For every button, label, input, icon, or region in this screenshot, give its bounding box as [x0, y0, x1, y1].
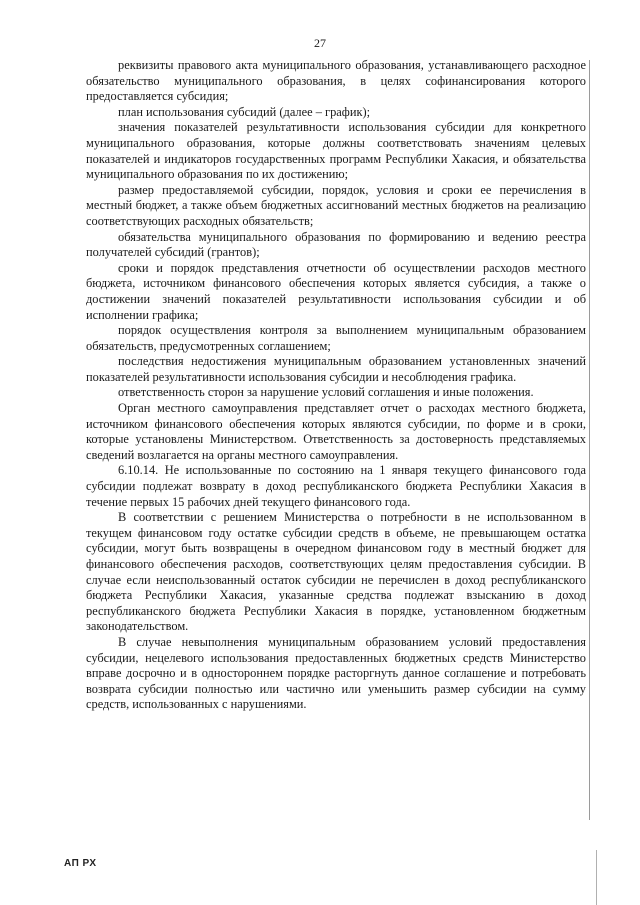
paragraph: размер предоставляемой субсидии, порядок, условия и сроки ее перечисления в местный бюджет, а также объем бюджетных ассигнований местных бюджетов на реализацию соответствующих расходных обязательств;: [86, 182, 586, 228]
paragraph: Орган местного самоуправления представляет отчет о расходах местного бюджета, источником финансового обеспечения которых являются субсидии, по форме и в сроки, которые установлены Министерством. Ответственность за достоверность представляемых сведений возлагается на органы местного самоуправления.: [86, 401, 586, 462]
document-body: [86, 58, 586, 713]
footer-stamp: АП РХ: [64, 858, 97, 869]
paragraph: сроки и порядок представления отчетности об осуществлении расходов местного бюджета, источником финансового обеспечения которых является субсидия, а также о достижении значений показателей результативности использования субсидии и об исполнении графика;: [86, 260, 586, 322]
page-number: 27: [314, 36, 326, 50]
paragraph: 6.10.14. Не использованные по состоянию на 1 января текущего финансового года субсидии подлежат возврату в доход республиканского бюджета Республики Хакасия в течение первых 15 рабочих дней текущего финансового года.: [86, 463, 586, 509]
paragraph: последствия недостижения муниципальным образованием установленных значений показателей результативности использования субсидии и несоблюдения графика.: [86, 354, 586, 384]
paragraph: В соответствии с решением Министерства о потребности в не использованном в текущем финансовом году остатке субсидии средств в объеме, не превышающем остатка субсидии, могут быть возвращены в очередном финансовом году в местный бюджет для финансового обеспечения расходов, соответствующих целям предоставления субсидии. В случае если неиспользованный остаток субсидии не перечислен в доход республиканского бюджета Республики Хакасия, указанные средства подлежат взысканию в доход республиканского бюджета Республики Хакасия в порядке, установленном бюджетным законодательством.: [86, 510, 586, 634]
paragraph: план использования субсидий (далее – график);: [118, 104, 371, 119]
scan-margin-line: [589, 60, 590, 820]
paragraph: значения показателей результативности использования субсидии для конкретного муниципального образования, которые должны соответствовать значениям целевых показателей и индикаторов государственных программ Республики Хакасия, и обязательства муниципального образования по их достижению;: [86, 120, 586, 182]
paragraph: В случае невыполнения муниципальным образованием условий предоставления субсидии, нецелевого использования предоставленных бюджетных средств Министерство вправе досрочно и в одностороннем порядке расторгнуть данное соглашение и потребовать возврата субсидии полностью или частично или уменьшить размер субсидии на сумму средств, использованных с нарушениями.: [86, 634, 586, 712]
paragraph: обязательства муниципального образования по формированию и ведению реестра получателей субсидий (грантов);: [86, 229, 586, 260]
paragraph: порядок осуществления контроля за выполнением муниципальным образованием обязательств, предусмотренных соглашением;: [86, 323, 586, 353]
scan-margin-line-bottom: [596, 850, 597, 905]
paragraph: реквизиты правового акта муниципального образования, устанавливающего расходное обязательство муниципального образования, в целях софинансирования которого предоставляется субсидия;: [86, 58, 586, 104]
paragraph: ответственность сторон за нарушение условий соглашения и иные положения.: [118, 385, 534, 400]
